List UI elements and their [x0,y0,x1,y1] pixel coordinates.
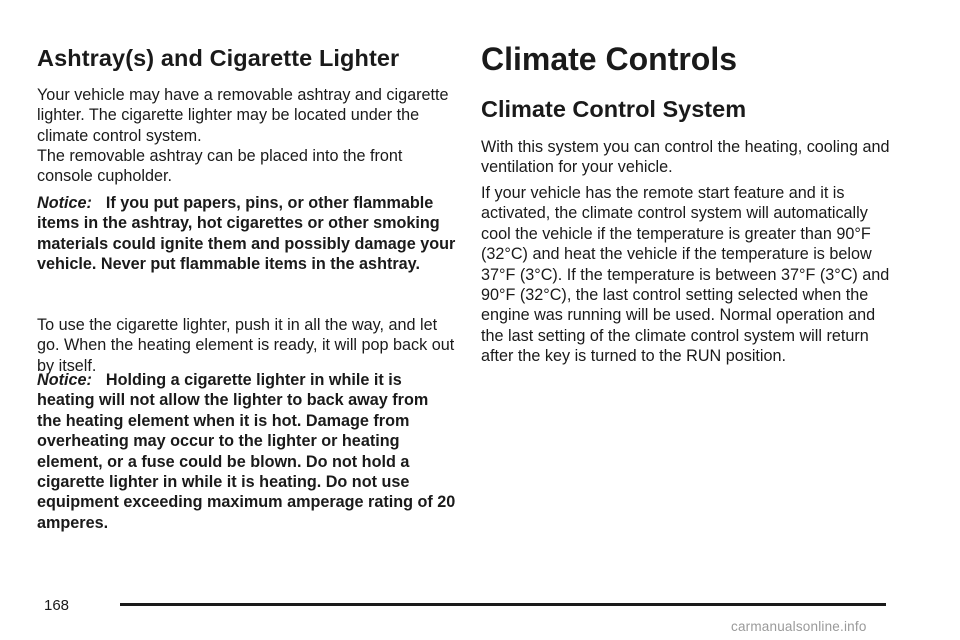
notice-label: Notice: [37,371,92,389]
notice-text: Holding a cigarette lighter in while it is heating will not allow the lighter to back away from the heating element when it is hot. Damage from overheating may occur to the lighter or heating element, or a fuse could be blown. Do not hold a cigarette lighter in while it is heating. Do not use equipment exceeding maximum amperage rating of 20 amperes. [37,371,456,532]
chapter-title: Climate Controls [481,41,738,77]
ashtray-notice [37,193,457,275]
notice-label: Notice: [37,194,92,212]
notice-text: If you put papers, pins, or other flammable items in the ashtray, hot cigarettes or other smoking materials could ignite them and possibly damage your vehicle. Never put flammable items in the ashtray. [37,194,456,274]
climate-intro-paragraph: With this system you can control the heating, cooling and ventilation for your vehicle. [481,138,890,177]
section-heading-climate-system: Climate Control System [481,96,747,122]
ashtray-console-paragraph: The removable ashtray can be placed into the front console cupholder. [37,147,403,186]
watermark: carmanualsonline.info [731,619,867,634]
ashtray-intro-paragraph: Your vehicle may have a removable ashtray and cigarette lighter. The cigarette lighter may be located under the climate control system. [37,86,449,145]
footer-rule [120,603,886,606]
remote-start-paragraph: If your vehicle has the remote start feature and it is activated, the climate control system will automatically cool the vehicle if the temperature is greater than 90°F (32°C) and heat the vehicle if the temperature is below 37°F (3°C). If the temperature is between 37°F (3°C) and 90°F (32°C), the last control setting selected when the engine was running will be used. Normal operation and the last setting of the climate control system will return after the key is turned to the RUN position. [481,184,890,366]
lighter-usage-paragraph: To use the cigarette lighter, push it in all the way, and let go. When the heating element is ready, it will pop back out by itself. [37,316,455,375]
page-number: 168 [44,597,70,614]
lighter-notice [37,370,457,533]
section-heading-ashtray: Ashtray(s) and Cigarette Lighter [37,45,400,71]
